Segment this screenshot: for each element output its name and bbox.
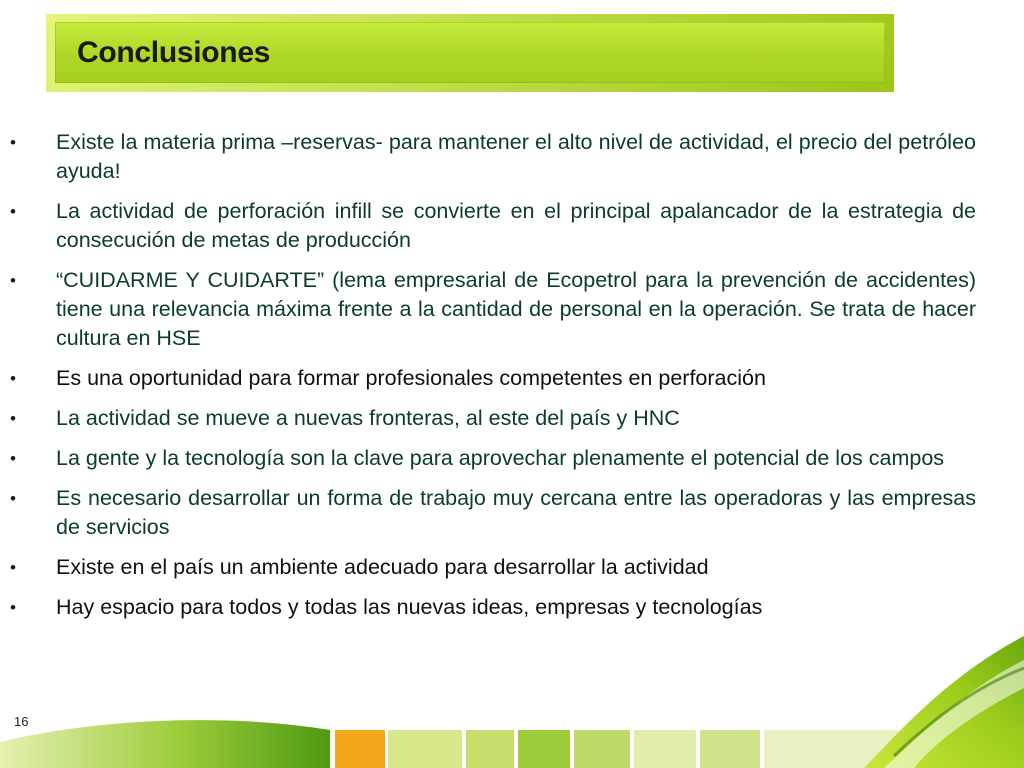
- bullet-dot-icon: •: [10, 598, 16, 617]
- bullet-item: [0, 197, 976, 255]
- bullet-dot-icon: •: [10, 271, 16, 290]
- bullet-dot-icon: •: [10, 449, 16, 468]
- bullet-text: Existe la materia prima –reservas- para mantener el alto nivel de actividad, el precio del petróleo ayuda!: [56, 130, 976, 183]
- bullet-item: [0, 128, 976, 186]
- footer-block-lime: [574, 730, 630, 768]
- bullet-text: La actividad se mueve a nuevas fronteras, al este del país y HNC: [56, 406, 680, 430]
- bullet-item: [0, 484, 976, 542]
- footer-block-green: [518, 730, 570, 768]
- bullet-dot-icon: •: [10, 489, 16, 508]
- bullet-text: “CUIDARME Y CUIDARTE” (lema empresarial de Ecopetrol para la prevención de accidentes) tiene una relevancia máxima frente a la cantidad de personal en la operación. Se trata de hacer cultura en HSE: [56, 268, 976, 350]
- footer-block-lime: [700, 730, 760, 768]
- footer-block-lime: [388, 730, 462, 768]
- page-number: 16: [14, 714, 29, 729]
- bullet-text: Existe en el país un ambiente adecuado para desarrollar la actividad: [56, 555, 709, 579]
- bullet-text: La gente y la tecnología son la clave para aprovechar plenamente el potencial de los campos: [56, 446, 945, 470]
- bullet-dot-icon: •: [10, 133, 16, 152]
- bullet-item: [0, 444, 976, 473]
- bullet-item: [0, 404, 976, 433]
- bullet-text: Es una oportunidad para formar profesionales competentes en perforación: [56, 366, 766, 390]
- bullet-dot-icon: •: [10, 558, 16, 577]
- bullet-text: Hay espacio para todos y todas las nuevas ideas, empresas y tecnologías: [56, 595, 763, 619]
- footer-sweep: [0, 720, 330, 768]
- bullet-dot-icon: •: [10, 202, 16, 221]
- footer-block-pale: [634, 730, 696, 768]
- bullet-list: [0, 128, 976, 633]
- title-bar: [46, 14, 894, 92]
- bullet-item: [0, 364, 976, 393]
- title-bar-inner: [55, 22, 885, 83]
- bullet-text: Es necesario desarrollar un forma de trabajo muy cercana entre las operadoras y las empresas de servicios: [56, 486, 976, 539]
- footer-block-lime: [466, 730, 514, 768]
- bullet-dot-icon: •: [10, 369, 16, 388]
- bullet-dot-icon: •: [10, 409, 16, 428]
- leaf-swoosh-decoration: [824, 618, 1024, 768]
- footer-block-orange: [335, 730, 385, 768]
- bullet-item: [0, 266, 976, 353]
- slide-title: Conclusiones: [77, 36, 271, 69]
- bullet-item: [0, 553, 976, 582]
- bullet-text: La actividad de perforación infill se convierte en el principal apalancador de la estrategia de consecución de metas de producción: [56, 199, 976, 252]
